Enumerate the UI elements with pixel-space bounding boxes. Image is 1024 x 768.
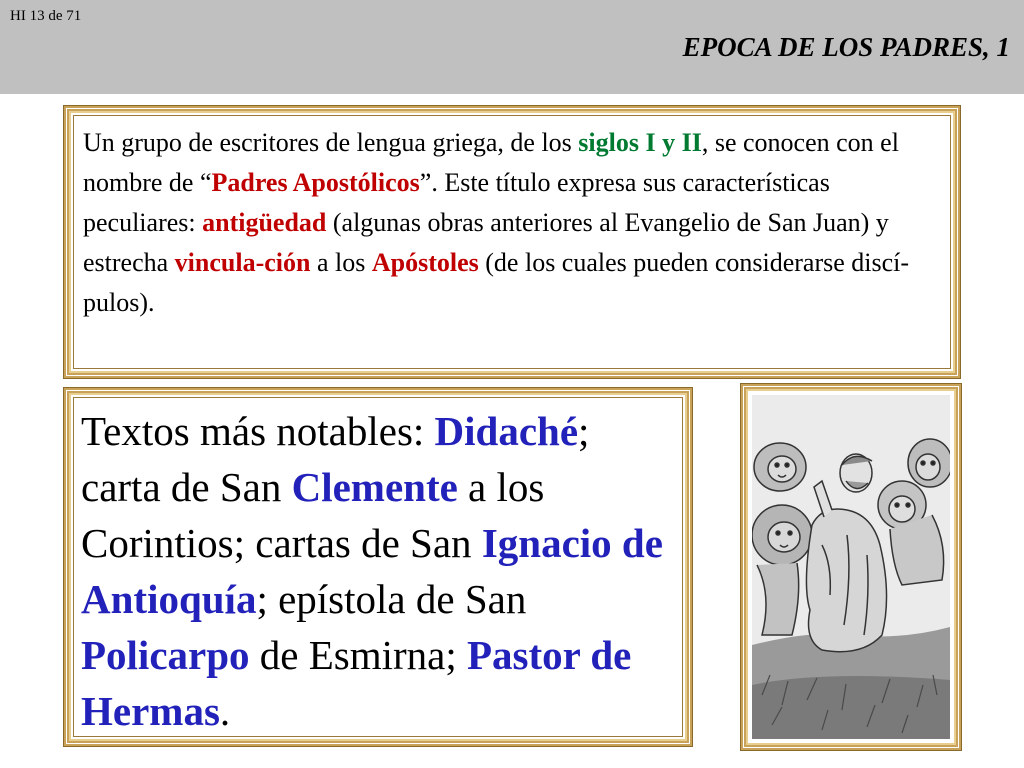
text-run: ”. Este título expresa sus características peculiares:: [83, 168, 830, 237]
text-run: ; carta de San: [81, 408, 590, 510]
text-run: (de los cuales pueden considerarse discí-pulos).: [83, 248, 910, 317]
highlight-hermas: Pastor de Hermas: [81, 632, 632, 734]
saint-among-lions-illustration: [752, 395, 950, 739]
intro-text-box: [64, 106, 960, 378]
highlight-apostles: Apóstoles: [371, 248, 479, 277]
text-run: de Esmirna;: [249, 632, 468, 678]
notable-texts-paragraph: [81, 403, 675, 739]
intro-paragraph: [83, 123, 939, 323]
slide-number: HI 13 de 71: [10, 8, 82, 24]
text-run: (algunas obras anteriores al Evangelio de San Juan) y estrecha: [83, 208, 889, 277]
highlight-apostolic-fathers: Padres Apostólicos: [211, 168, 420, 197]
text-run: , se conocen con el nombre de “: [83, 128, 899, 197]
lion-left-top: [754, 443, 806, 491]
text-run: Textos más notables:: [81, 408, 435, 454]
slide-header: [0, 0, 1024, 94]
highlight-antiquity: antigüedad: [202, 208, 327, 237]
highlight-didache: Didaché: [434, 408, 579, 454]
text-run: ; epístola de San: [256, 576, 527, 622]
text-run: a los: [310, 248, 372, 277]
text-run: Un grupo de escritores de lengua griega, de los: [83, 128, 579, 157]
highlight-ignacio: Ignacio de Antioquía: [81, 520, 663, 622]
highlight-link: vincula-ción: [174, 248, 311, 277]
highlight-policarpo: Policarpo: [81, 632, 250, 678]
illustration-frame: [741, 384, 961, 750]
lion-right-top: [908, 439, 950, 487]
highlight-clemente: Clemente: [291, 464, 458, 510]
text-run: a los Corintios; cartas de San: [81, 464, 545, 566]
highlight-centuries: siglos I y II: [578, 128, 702, 157]
slide-title: EPOCA DE LOS PADRES, 1: [682, 32, 1010, 62]
text-run: .: [219, 688, 231, 734]
notable-texts-box: [64, 388, 692, 746]
